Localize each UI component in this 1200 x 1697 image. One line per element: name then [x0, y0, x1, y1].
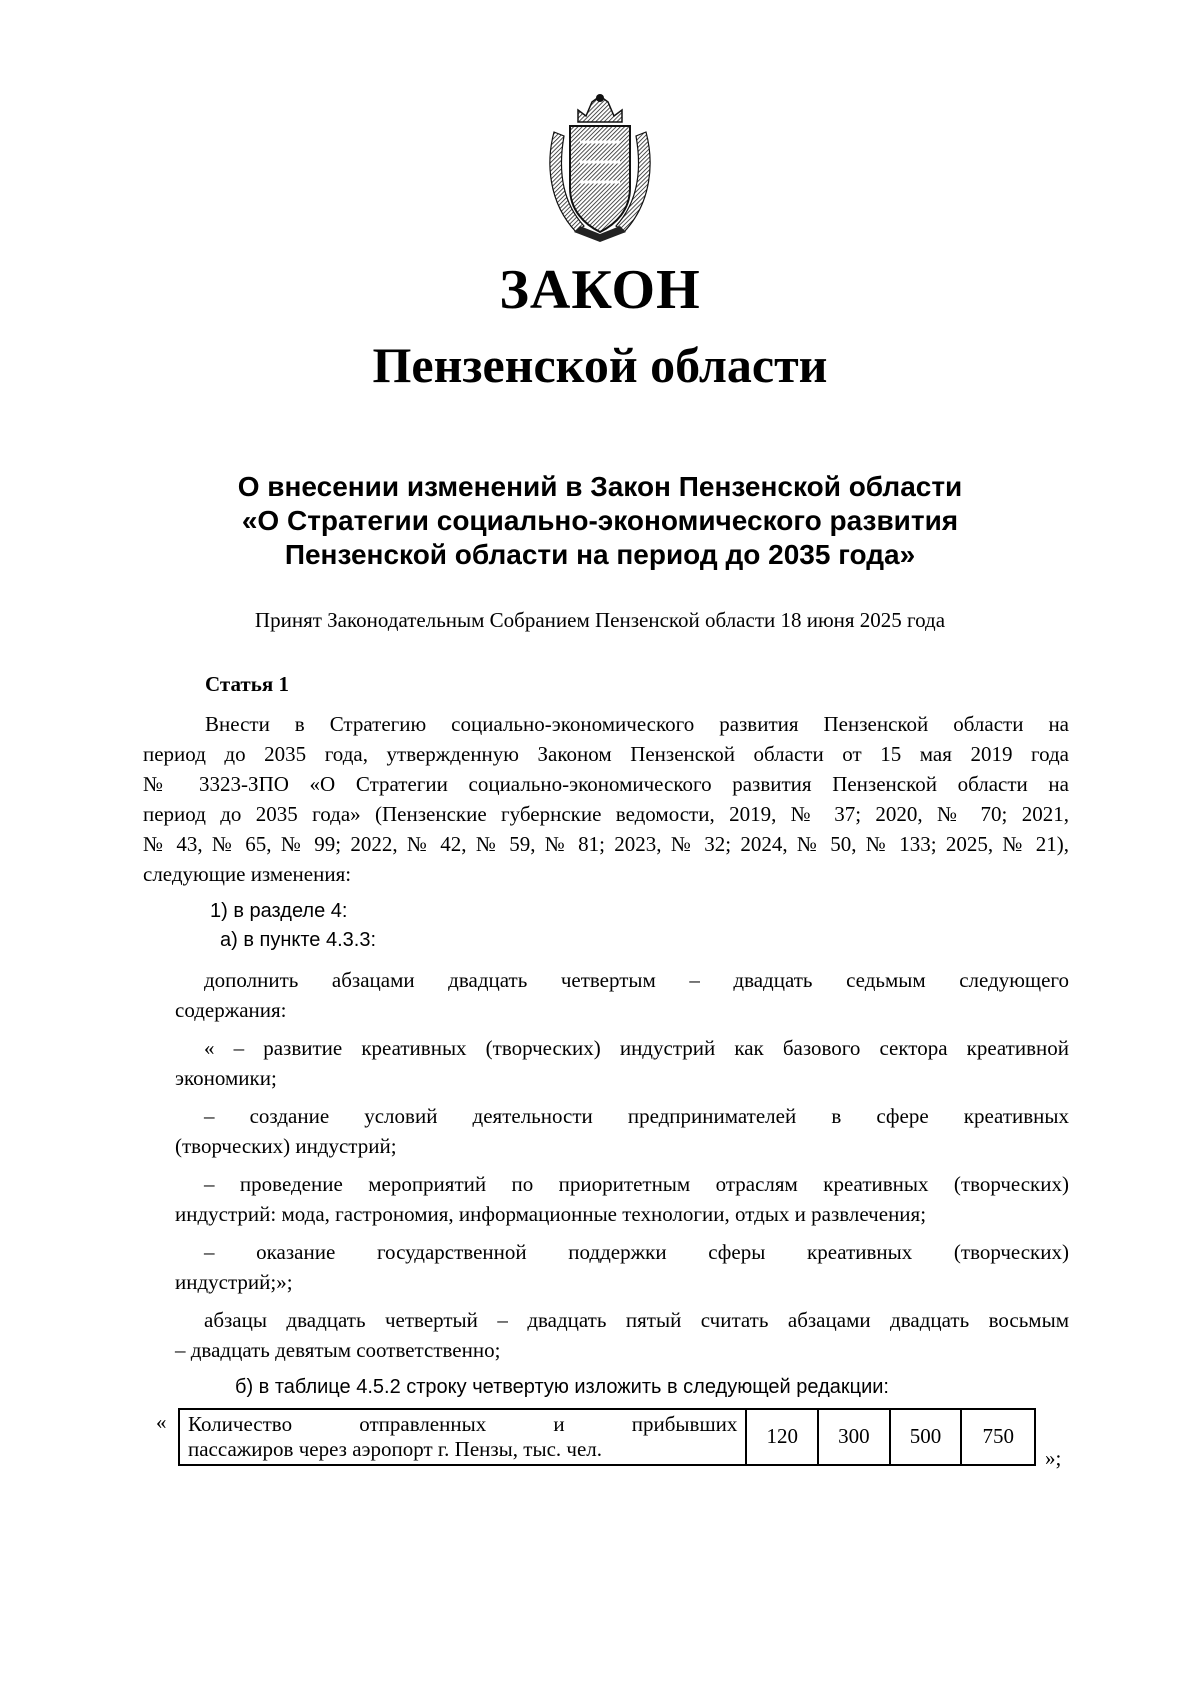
paragraph-line: содержания:: [175, 998, 287, 1022]
article-heading: Статья 1: [205, 672, 289, 696]
law-subtitle: [0, 470, 1200, 572]
table-value-cell: 120: [747, 1410, 819, 1464]
list-item: 1) в разделе 4:: [210, 900, 348, 922]
paragraph-line: абзацы двадцать четвертый – двадцать пятый считать абзацами двадцать восьмым: [204, 1308, 1069, 1332]
paragraph-line: « – развитие креативных (творческих) индустрий как базового сектора креативной: [204, 1036, 1069, 1060]
paragraph-line: индустрий;»;: [175, 1270, 293, 1294]
list-item: а) в пункте 4.3.3:: [220, 929, 377, 951]
paragraph-line: экономики;: [175, 1066, 277, 1090]
paragraph-line: № 3323-ЗПО «О Стратегии социально-экономического развития Пензенской области на: [143, 772, 1069, 796]
coat-of-arms-icon: [540, 92, 660, 244]
paragraph-line: – проведение мероприятий по приоритетным отраслям креативных (творческих): [204, 1172, 1069, 1196]
paragraph-line: – создание условий деятельности предпринимателей в сфере креативных: [204, 1104, 1069, 1128]
paragraph-line: дополнить абзацами двадцать четвертым – двадцать седьмым следующего: [204, 968, 1069, 992]
table-label-cell: [180, 1410, 747, 1464]
close-quote: »;: [1045, 1446, 1062, 1470]
table-label-line: пассажиров через аэропорт г. Пензы, тыс. чел.: [188, 1437, 603, 1461]
paragraph-line: период до 2035 года» (Пензенские губернские ведомости, 2019, № 37; 2020, № 70; 2021,: [143, 802, 1069, 826]
paragraph-line: – двадцать девятым соответственно;: [175, 1338, 501, 1362]
subtitle-line: «О Стратегии социально-экономического развития: [241, 505, 959, 536]
subtitle-line: Пензенской области на период до 2035 года»: [284, 539, 916, 570]
table-label-line: Количество отправленных и прибывших: [188, 1412, 738, 1436]
paragraph-line: Внести в Стратегию социально-экономического развития Пензенской области на: [205, 712, 1069, 736]
table-value-cell: 750: [982, 1424, 1014, 1448]
subtitle-line: О внесении изменений в Закон Пензенской области: [237, 471, 963, 502]
paragraph-line: индустрий: мода, гастрономия, информационные технологии, отдых и развлечения;: [175, 1202, 927, 1226]
table-value-cell: 300: [819, 1410, 891, 1464]
open-quote: «: [156, 1410, 167, 1434]
paragraph-line: период до 2035 года, утвержденную Законом Пензенской области от 15 мая 2019 года: [143, 742, 1069, 766]
paragraph-line: – оказание государственной поддержки сферы креативных (творческих): [204, 1240, 1069, 1264]
adoption-note: Принят Законодательным Собранием Пензенской области 18 июня 2025 года: [254, 608, 946, 632]
document-title-region: Пензенской области: [372, 337, 828, 393]
indicator-table: [178, 1408, 1036, 1466]
document-title: ЗАКОН: [499, 259, 701, 321]
paragraph-line: следующие изменения:: [143, 862, 352, 886]
table-value-cell: 500: [891, 1410, 963, 1464]
paragraph-line: (творческих) индустрий;: [175, 1134, 397, 1158]
paragraph-line: № 43, № 65, № 99; 2022, № 42, № 59, № 81; 2023, № 32; 2024, № 50, № 133; 2025, № 21),: [143, 832, 1069, 856]
list-item: б) в таблице 4.5.2 строку четвертую изложить в следующей редакции:: [235, 1376, 889, 1398]
